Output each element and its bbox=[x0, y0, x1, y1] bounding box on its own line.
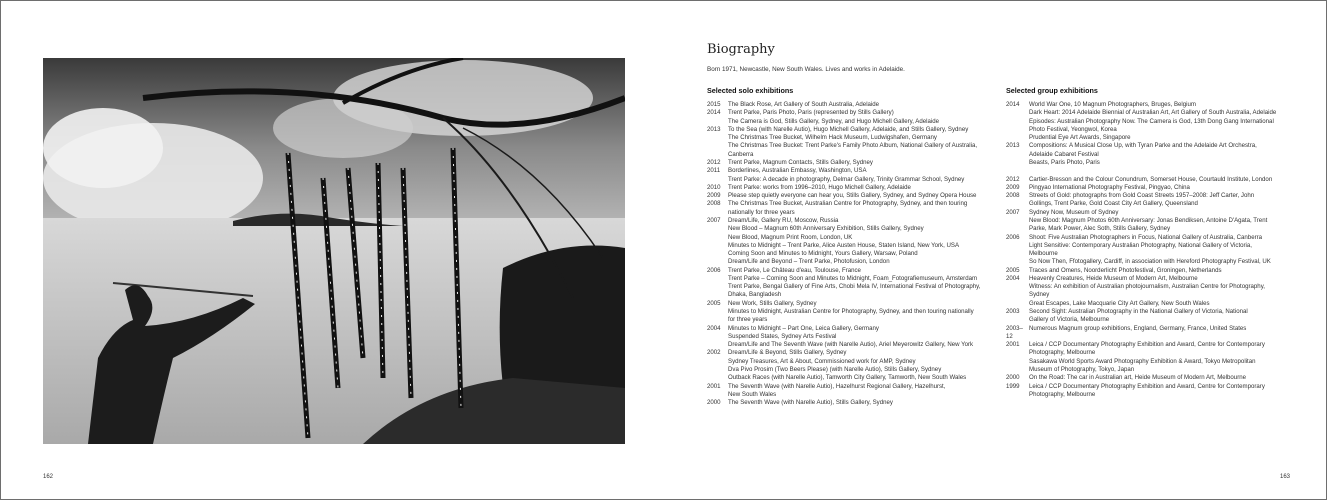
exhibition-entry bbox=[707, 109, 989, 117]
entry-year bbox=[707, 291, 728, 299]
entry-text: The Seventh Wave (with Narelle Autio), Stills Gallery, Sydney bbox=[728, 399, 893, 407]
entry-text: Adelaide Cabaret Festival bbox=[1029, 150, 1099, 158]
exhibition-entry bbox=[707, 167, 989, 175]
entry-text: Heavenly Creatures, Heide Museum of Modern Art, Melbourne bbox=[1029, 274, 1198, 282]
entry-text: Shoot: Five Australian Photographers in Focus, National Gallery of Australia, Canberra bbox=[1029, 233, 1263, 241]
entry-year bbox=[1006, 200, 1029, 208]
entry-year: 2014 bbox=[707, 109, 721, 117]
entry-text: Trent Parke, Bengal Gallery of Fine Arts, Chobi Mela IV, International Festival of Photography, bbox=[728, 283, 981, 291]
entry-text: nationally for three years bbox=[728, 208, 795, 216]
entry-text: Sydney Now, Museum of Sydney bbox=[1029, 208, 1119, 216]
exhibition-entry bbox=[1006, 325, 1290, 342]
exhibition-entry bbox=[1006, 151, 1290, 159]
entry-text: Suspended States, Sydney Arts Festival bbox=[728, 332, 837, 340]
exhibition-entry bbox=[1006, 316, 1290, 324]
entry-text: Sydney bbox=[1029, 291, 1050, 299]
entry-year: 2006 bbox=[1006, 233, 1020, 241]
exhibition-entry bbox=[707, 234, 989, 242]
entry-year bbox=[1006, 316, 1029, 324]
exhibition-entry bbox=[707, 374, 989, 382]
entry-text: New South Wales bbox=[728, 390, 777, 398]
exhibition-entry bbox=[1006, 267, 1290, 275]
entry-year: 2001 bbox=[1006, 341, 1020, 349]
entry-year bbox=[707, 134, 728, 142]
entry-year bbox=[707, 308, 728, 316]
exhibition-entry bbox=[1006, 391, 1290, 399]
entry-text: On the Road: The car in Australian art, Heide Museum of Modern Art, Melbourne bbox=[1029, 374, 1247, 382]
exhibition-entry bbox=[707, 308, 989, 316]
exhibition-entry bbox=[1006, 275, 1290, 283]
group-exhibitions-heading: Selected group exhibitions bbox=[1006, 86, 1098, 95]
photograph-image bbox=[43, 58, 625, 444]
exhibition-entry bbox=[707, 176, 989, 184]
entry-year: 2007 bbox=[1006, 208, 1020, 216]
entry-text: Trent Parke: works from 1996–2010, Hugo Michell Gallery, Adelaide bbox=[728, 183, 911, 191]
entry-text: Photography, Melbourne bbox=[1029, 390, 1096, 398]
exhibition-entry bbox=[707, 391, 989, 399]
entry-year bbox=[1006, 358, 1029, 366]
entry-text: The Christmas Tree Bucket, Australian Centre for Photography, Sydney, and then touring bbox=[728, 200, 968, 208]
entry-year: 2009 bbox=[1006, 183, 1020, 191]
entry-year bbox=[707, 316, 728, 324]
entry-text: Episodes: Australian Photography Now. The Camera is God, 13th Dong Gang International bbox=[1029, 117, 1274, 125]
entry-text: Trent Parke – Coming Soon and Minutes to Midnight, Foam_Fotografiemuseum, Amsterdam bbox=[728, 274, 978, 282]
entry-year bbox=[1006, 118, 1029, 126]
entry-year bbox=[1006, 159, 1029, 167]
entry-year bbox=[707, 234, 728, 242]
exhibition-entry bbox=[707, 316, 989, 324]
entry-text: Trent Parke, Magnum Contacts, Stills Gallery, Sydney bbox=[728, 158, 873, 166]
entry-text: Photo Festival, Yeongwol, Korea bbox=[1029, 125, 1117, 133]
entry-year bbox=[707, 275, 728, 283]
entry-year: 2000 bbox=[1006, 374, 1020, 382]
exhibition-entry bbox=[1006, 126, 1290, 134]
exhibition-entry bbox=[707, 134, 989, 142]
entry-text: Cartier-Bresson and the Colour Conundrum, Somerset House, Courtauld Institute, London bbox=[1029, 175, 1273, 183]
entry-text: Trent Parke, Le Château d'eau, Toulouse, France bbox=[728, 266, 861, 274]
entry-text: Leica / CCP Documentary Photography Exhibition and Award, Centre for Contemporary bbox=[1029, 341, 1265, 349]
entry-year: 2013 bbox=[1006, 142, 1020, 150]
entry-year: 2012 bbox=[707, 158, 721, 166]
entry-text: Dream/Life, Gallery RU, Moscow, Russia bbox=[728, 216, 839, 224]
entry-text: The Camera is God, Stills Gallery, Sydney, and Hugo Michell Gallery, Adelaide bbox=[728, 117, 940, 125]
entry-year: 2003–12 bbox=[1006, 324, 1023, 340]
entry-year: 2009 bbox=[707, 192, 721, 200]
entry-text: Great Escapes, Lake Macquarie City Art Gallery, New South Wales bbox=[1029, 299, 1210, 307]
exhibition-entry bbox=[707, 366, 989, 374]
entry-text: Canberra bbox=[728, 150, 754, 158]
entry-year: 2005 bbox=[707, 299, 721, 307]
exhibition-entry bbox=[1006, 374, 1290, 382]
entry-year bbox=[707, 242, 728, 250]
entry-text: Dream/Life and Beyond – Trent Parke, Photofusion, London bbox=[728, 258, 890, 266]
entry-text: Please step quietly everyone can hear you, Stills Gallery, Sydney, and Sydney Opera House bbox=[728, 192, 977, 200]
entry-year bbox=[1006, 134, 1029, 142]
entry-year: 2015 bbox=[707, 101, 721, 108]
entry-year bbox=[707, 142, 728, 150]
entry-text: Dream/Life and The Seventh Wave (with Narelle Autio), Ariel Meyerowitz Gallery, New York bbox=[728, 341, 974, 349]
exhibition-entry bbox=[1006, 217, 1290, 225]
entry-year: 2003 bbox=[1006, 308, 1020, 316]
entry-text: The Christmas Tree Bucket: Trent Parke's Family Photo Album, National Gallery of Australia, bbox=[728, 142, 978, 150]
exhibition-entry bbox=[1006, 159, 1290, 167]
entry-text: The Seventh Wave (with Narelle Autio), Hazelhurst Regional Gallery, Hazelhurst, bbox=[728, 382, 946, 390]
exhibition-entry bbox=[707, 225, 989, 233]
exhibition-entry bbox=[707, 159, 989, 167]
entry-year bbox=[1006, 250, 1029, 258]
page-number-right: 163 bbox=[1280, 474, 1291, 480]
entry-year: 2012 bbox=[1006, 175, 1020, 183]
solo-exhibitions-heading: Selected solo exhibitions bbox=[707, 86, 794, 95]
entry-text: Pingyao International Photography Festival, Pingyao, China bbox=[1029, 183, 1190, 191]
biography-intro: Born 1971, Newcastle, New South Wales. Lives and works in Adelaide. bbox=[707, 66, 905, 73]
entry-text: Sydney Treasures, Art & About, Commissioned work for AMP, Sydney bbox=[728, 357, 916, 365]
exhibition-entry bbox=[707, 341, 989, 349]
entry-year bbox=[707, 209, 728, 217]
exhibition-entry bbox=[1006, 176, 1290, 184]
entry-year: 2004 bbox=[707, 324, 721, 332]
book-spread bbox=[1, 1, 1326, 499]
entry-year: 2002 bbox=[707, 349, 721, 357]
entry-year bbox=[1006, 366, 1029, 374]
exhibition-entry bbox=[707, 325, 989, 333]
entry-year bbox=[707, 225, 728, 233]
exhibition-entry bbox=[1006, 134, 1290, 142]
entry-year: 2007 bbox=[707, 216, 721, 224]
exhibition-entry bbox=[1006, 341, 1290, 349]
photograph bbox=[43, 58, 625, 444]
entry-year bbox=[1006, 167, 1029, 175]
exhibition-entry bbox=[707, 333, 989, 341]
entry-text: New Blood: Magnum Photos 60th Anniversary: Jonas Bendiksen, Antoine D'Agata, Trent bbox=[1029, 216, 1268, 224]
entry-text: for three years bbox=[728, 316, 768, 324]
entry-year bbox=[707, 374, 728, 382]
entry-year bbox=[707, 176, 728, 184]
entry-year bbox=[707, 366, 728, 374]
exhibition-entry bbox=[1006, 300, 1290, 308]
entry-year bbox=[707, 118, 728, 126]
entry-year: 2006 bbox=[707, 266, 721, 274]
entry-year bbox=[1006, 225, 1029, 233]
exhibition-entry bbox=[1006, 258, 1290, 266]
exhibition-entry bbox=[1006, 283, 1290, 291]
entry-text: Sasakawa World Sports Award Photography Exhibition & Award, Tokyo Metropolitan bbox=[1029, 357, 1256, 365]
entry-text: Light Sensitive: Contemporary Australian Photography, National Gallery of Victoria, bbox=[1029, 241, 1252, 249]
exhibition-entry bbox=[1006, 118, 1290, 126]
entry-year: 2011 bbox=[707, 167, 721, 175]
page-number-left: 162 bbox=[43, 474, 54, 480]
entry-text: Coming Soon and Minutes to Midnight, Yours Gallery, Warsaw, Poland bbox=[728, 250, 918, 258]
exhibition-entry bbox=[1006, 234, 1290, 242]
exhibition-entry bbox=[707, 101, 989, 109]
entry-text: Dva Pivo Prosim (Two Beers Please) (with Narelle Autio), Stills Gallery, Sydney bbox=[728, 366, 942, 373]
exhibition-entry bbox=[707, 217, 989, 225]
entry-year: 2014 bbox=[1006, 101, 1020, 108]
exhibition-entry bbox=[1006, 209, 1290, 217]
entry-year bbox=[1006, 217, 1029, 225]
entry-year bbox=[1006, 391, 1029, 399]
exhibition-entry bbox=[1006, 101, 1290, 109]
biography-heading: Biography bbox=[707, 42, 775, 57]
exhibition-entry bbox=[707, 267, 989, 275]
entry-year bbox=[1006, 242, 1029, 250]
entry-year: 2005 bbox=[1006, 266, 1020, 274]
exhibition-entry bbox=[1006, 358, 1290, 366]
exhibition-entry bbox=[1006, 349, 1290, 357]
entry-year: 2008 bbox=[1006, 192, 1020, 200]
exhibition-entry bbox=[1006, 109, 1290, 117]
entry-text: New Blood – Magnum 60th Anniversary Exhibition, Stills Gallery, Sydney bbox=[728, 225, 924, 233]
entry-text: The Christmas Tree Bucket, Wilhelm Hack Museum, Ludwigshafen, Germany bbox=[728, 134, 937, 142]
entry-text: New Blood, Magnum Print Room, London, UK bbox=[728, 233, 853, 241]
exhibition-entry bbox=[707, 383, 989, 391]
exhibition-entry bbox=[707, 151, 989, 159]
exhibition-entry bbox=[1006, 291, 1290, 299]
exhibition-entry bbox=[1006, 200, 1290, 208]
entry-text: Minutes to Midnight, Australian Centre for Photography, Sydney, and then touring nationally bbox=[728, 308, 974, 316]
entry-year bbox=[1006, 151, 1029, 159]
entry-year bbox=[707, 358, 728, 366]
entry-text: Trent Parke, Paris Photo, Paris (represented by Stills Gallery) bbox=[728, 109, 894, 117]
exhibition-entry bbox=[707, 118, 989, 126]
exhibition-entry bbox=[707, 358, 989, 366]
solo-exhibitions-list bbox=[707, 101, 989, 407]
entry-text: Second Sight: Australian Photography in the National Gallery of Victoria, National bbox=[1029, 308, 1248, 316]
entry-year bbox=[1006, 258, 1029, 266]
entry-text: Gollings, Trent Parke, Gold Coast City Art Gallery, Queensland bbox=[1029, 200, 1198, 208]
entry-text: Witness: An exhibition of Australian photojournalism, Australian Centre for Photography, bbox=[1029, 283, 1265, 291]
entry-year: 2000 bbox=[707, 399, 721, 407]
entry-text: New Work, Stills Gallery, Sydney bbox=[728, 299, 817, 307]
entry-year bbox=[1006, 300, 1029, 308]
entry-text: Parke, Mark Power, Alec Soth, Stills Gallery, Sydney bbox=[1029, 225, 1171, 233]
exhibition-entry bbox=[707, 283, 989, 291]
exhibition-entry bbox=[707, 142, 989, 150]
entry-year bbox=[707, 151, 728, 159]
exhibition-entry bbox=[1006, 250, 1290, 258]
entry-year bbox=[707, 283, 728, 291]
entry-text: Beasts, Paris Photo, Paris bbox=[1029, 158, 1100, 166]
exhibition-entry bbox=[707, 184, 989, 192]
exhibition-entry bbox=[1006, 308, 1290, 316]
entry-text: Minutes to Midnight – Part One, Leica Gallery, Germany bbox=[728, 324, 879, 332]
exhibition-entry bbox=[707, 192, 989, 200]
entry-text: Outback Races (with Narelle Autio), Tamworth City Gallery, Tamworth, New South Wales bbox=[728, 374, 967, 382]
entry-year bbox=[707, 391, 728, 399]
exhibition-entry bbox=[707, 300, 989, 308]
exhibition-entry bbox=[707, 258, 989, 266]
entry-text: Streets of Gold: photographs from Gold Coast Streets 1957–2008: Jeff Carter, John bbox=[1029, 192, 1255, 200]
entry-year: 2008 bbox=[707, 200, 721, 208]
exhibition-entry bbox=[1006, 383, 1290, 391]
exhibition-entry bbox=[1006, 225, 1290, 233]
exhibition-entry bbox=[707, 126, 989, 134]
entry-text: So Now Then, Ffotogallery, Cardiff, in association with Hereford Photography Festival, UK bbox=[1029, 258, 1271, 266]
entry-year: 2013 bbox=[707, 125, 721, 133]
exhibition-entry bbox=[707, 399, 989, 407]
entry-year bbox=[707, 250, 728, 258]
entry-year bbox=[1006, 283, 1029, 291]
entry-year bbox=[707, 341, 728, 349]
entry-year: 1999 bbox=[1006, 382, 1020, 390]
entry-text: Borderlines, Australian Embassy, Washington, USA bbox=[728, 167, 867, 175]
entry-text: Prudential Eye Art Awards, Singapore bbox=[1029, 134, 1131, 142]
entry-text: Dream/Life & Beyond, Stills Gallery, Sydney bbox=[728, 349, 847, 357]
entry-year bbox=[707, 333, 728, 341]
entry-year bbox=[1006, 126, 1029, 134]
entry-year bbox=[1006, 291, 1029, 299]
exhibition-entry bbox=[707, 291, 989, 299]
entry-text: Melbourne bbox=[1029, 250, 1058, 258]
exhibition-entry bbox=[707, 349, 989, 357]
entry-text: Minutes to Midnight – Trent Parke, Alice Austen House, Staten Island, New York, USA bbox=[728, 241, 960, 249]
exhibition-entry bbox=[707, 250, 989, 258]
entry-year: 2010 bbox=[707, 183, 721, 191]
entry-year bbox=[1006, 109, 1029, 117]
exhibition-entry bbox=[1006, 167, 1290, 175]
entry-text: Dhaka, Bangladesh bbox=[728, 291, 782, 299]
group-exhibitions-list bbox=[1006, 101, 1290, 399]
entry-year bbox=[707, 258, 728, 266]
entry-year: 2004 bbox=[1006, 274, 1020, 282]
entry-text: Gallery of Victoria, Melbourne bbox=[1029, 316, 1110, 324]
entry-text: Dark Heart: 2014 Adelaide Biennial of Australian Art, Art Gallery of South Australia, Adelaide bbox=[1029, 109, 1277, 117]
entry-text: Numerous Magnum group exhibitions, England, Germany, France, United States bbox=[1029, 324, 1247, 332]
entry-text: Photography, Melbourne bbox=[1029, 349, 1096, 357]
exhibition-entry bbox=[1006, 184, 1290, 192]
entry-year bbox=[1006, 349, 1029, 357]
entry-text: To the Sea (with Narelle Autio), Hugo Michell Gallery, Adelaide, and Stills Gallery, Sydney bbox=[728, 125, 969, 133]
entry-text bbox=[1029, 167, 1290, 175]
exhibition-entry bbox=[1006, 142, 1290, 150]
exhibition-entry bbox=[1006, 192, 1290, 200]
entry-text: The Black Rose, Art Gallery of South Australia, Adelaide bbox=[728, 101, 880, 108]
entry-text: World War One, 10 Magnum Photographers, Bruges, Belgium bbox=[1029, 101, 1196, 108]
entry-year: 2001 bbox=[707, 382, 721, 390]
entry-text: Leica / CCP Documentary Photography Exhibition and Award, Centre for Contemporary bbox=[1029, 382, 1265, 390]
entry-text: Compositions: A Musical Close Up, with Tyran Parke and the Adelaide Art Orchestra, bbox=[1029, 142, 1257, 150]
entry-text: Museum of Photography, Tokyo, Japan bbox=[1029, 366, 1135, 373]
exhibition-entry bbox=[707, 275, 989, 283]
exhibition-entry bbox=[1006, 366, 1290, 374]
entry-text: Trent Parke: A decade in photography, Delmar Gallery, Trinity Grammar School, Sydney bbox=[728, 175, 965, 183]
exhibition-entry bbox=[1006, 242, 1290, 250]
exhibition-entry bbox=[707, 209, 989, 217]
entry-text: Traces and Omens, Noorderlicht Photofestival, Groningen, Netherlands bbox=[1029, 266, 1222, 274]
exhibition-entry bbox=[707, 242, 989, 250]
exhibition-entry bbox=[707, 200, 989, 208]
